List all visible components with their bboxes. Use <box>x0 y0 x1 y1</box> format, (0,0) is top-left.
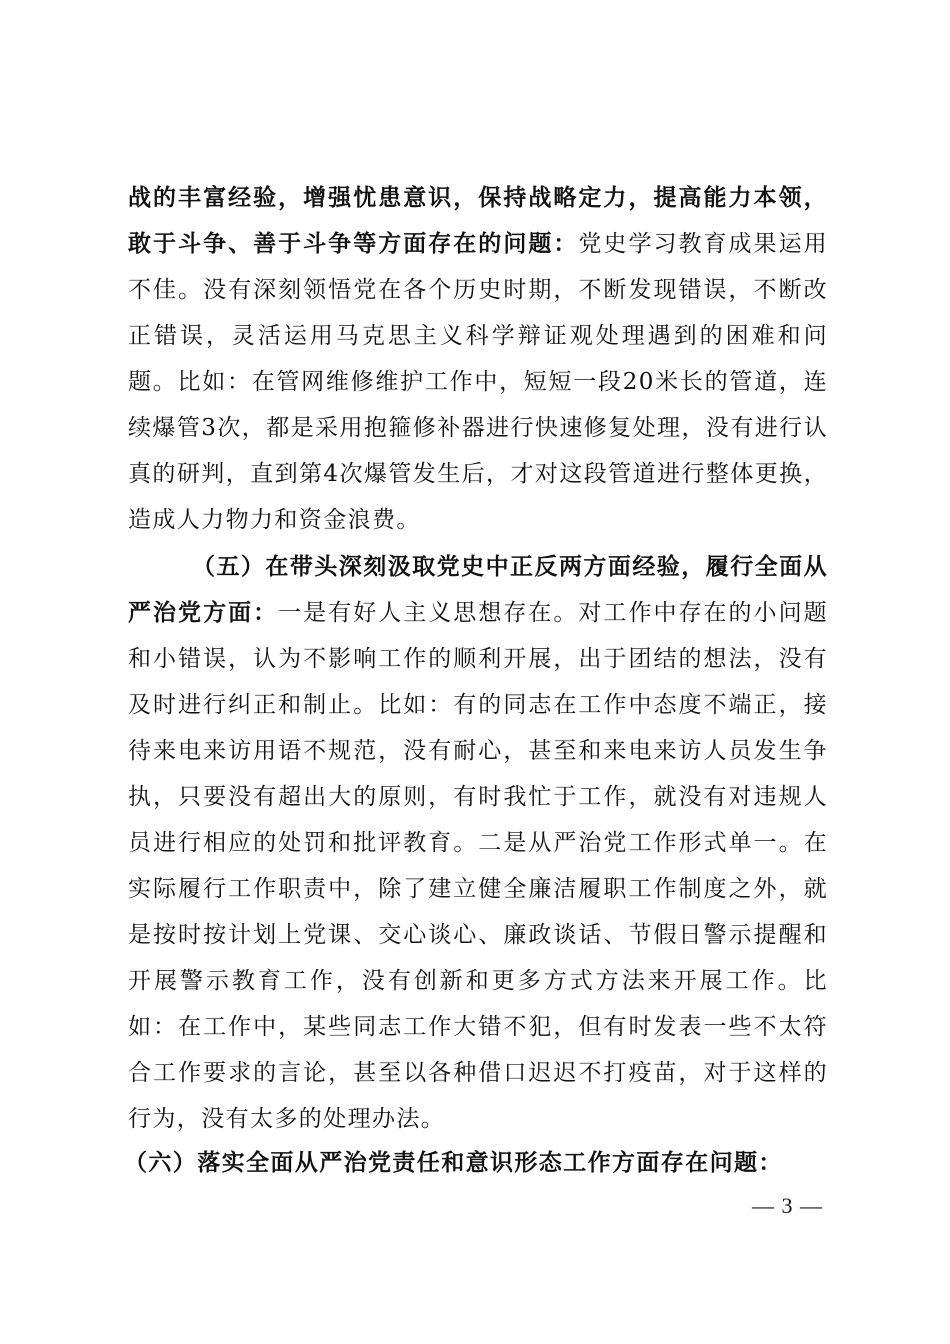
paragraph-3 <box>124 1140 834 1186</box>
paragraph-2-text: 一是有好人主义思想存在。对工作中存在的小问题和小错误，认为不影响工作的顺利开展，出于团结的想法，没有及时进行纠正和制止。比如：有的同志在工作中态度不端正，接待来电来访用语不规范，没有耐心，甚至和来电来访人员发生争执，只要没有超出大的原则，有时我忙于工作，就没有对违规人员进行相应的处罚和批评教育。二是从严治党工作形式单一。在实际履行工作职责中，除了建立健全廉洁履职工作制度之外，就是按时按计划上党课、交心谈心、廉政谈话、节假日警示提醒和开展警示教育工作，没有创新和更多方式方法来开展工作。比如：在工作中，某些同志工作大错不犯，但有时发表一些不太符合工作要求的言论，甚至以各种借口迟迟不打疫苗，对于这样的行为，没有太多的处理办法。 <box>128 600 828 1132</box>
paragraph-2-bold-lead: （五）在带头深刻汲取党史中正反两方面经验，履行全面从严治党方面： <box>128 553 828 626</box>
paragraph-1-text: 党史学习教育成果运用不佳。没有深刻领悟党在各个历史时期，不断发现错误，不断改正错误，灵活运用马克思主义科学辩证观处理遇到的困难和问题。比如：在管网维修维护工作中，短短一段20米长的管道，连续爆管3次，都是采用抱箍修补器进行快速修复处理，没有进行认真的研判，直到第4次爆管发生后，才对这段管道进行整体更换，造成人力物力和资金浪费。 <box>128 231 829 533</box>
paragraph-1-bold-lead: 战的丰富经验，增强忧患意识，保持战略定力，提高能力本领，敢于斗争、善于斗争等方面存在的问题： <box>128 184 828 257</box>
paragraph-2 <box>128 544 828 1142</box>
page-number: — 3 — <box>752 1193 823 1218</box>
paragraph-3-bold-lead: （六）落实全面从严治党责任和意识形态工作方面存在问题： <box>124 1149 783 1176</box>
paragraph-1 <box>128 175 828 543</box>
